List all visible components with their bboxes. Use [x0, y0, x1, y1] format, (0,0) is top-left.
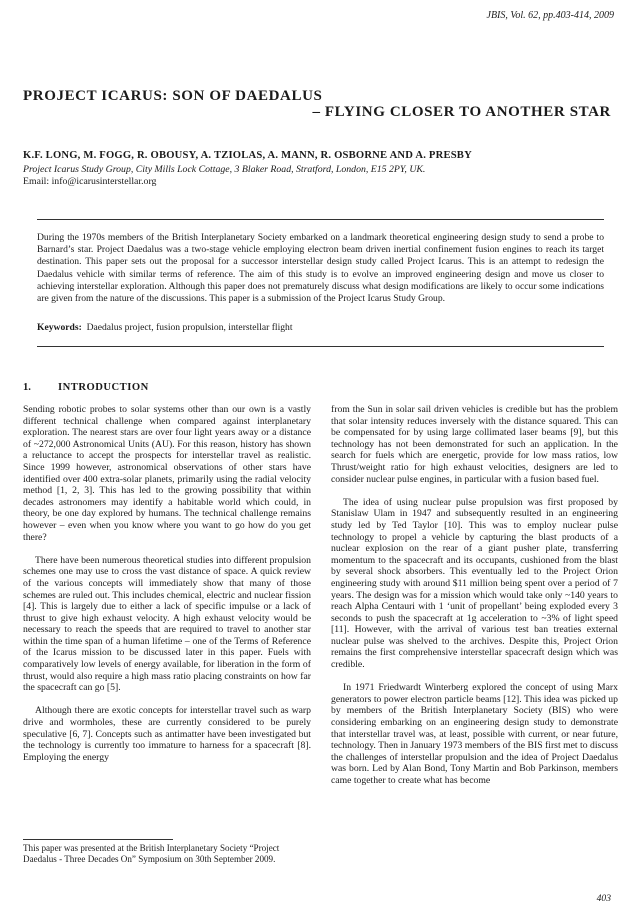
author-list: K.F. LONG, M. FOGG, R. OBOUSY, A. TZIOLAS, A. MANN, R. OSBORNE AND A. PRESBY	[23, 150, 472, 161]
paragraph: In 1971 Friedwardt Winterberg explored the concept of using Marx generators to power electron particle beams [12]. This idea was picked up by members of the British Interplanetary Society (BIS) who were considering embarking on an engineering design study to demonstrate that interstellar travel was, at least, possible with current, or near future, technology. Then in January 1973 members of the BIS first met to discuss the challenges of interstellar propulsion and the idea of Project Daedalus was born. Led by Alan Bond, Tony Martin and Bob Parkinson, members came together to create what has become	[331, 682, 618, 786]
paper-title-line-2: – FLYING CLOSER TO ANOTHER STAR	[312, 104, 611, 120]
footnote: This paper was presented at the British Interplanetary Society “Project Daedalus - Three Decades On” Symposium on 30th September 2009.	[23, 843, 280, 864]
left-column	[23, 404, 311, 775]
page-number: 403	[596, 893, 611, 904]
paragraph: Although there are exotic concepts for interstellar travel such as warp drive and wormholes, these are currently considered to be purely speculative [6, 7]. Concepts such as antimatter have been investigated but the technology is currently too immature to harness for a spacecraft [8]. Employing the energy	[23, 705, 311, 763]
abstract-bottom-rule	[37, 346, 604, 347]
section-title: INTRODUCTION	[58, 382, 149, 393]
paper-title-line-1: PROJECT ICARUS: SON OF DAEDALUS	[23, 88, 323, 104]
keywords	[37, 322, 604, 333]
journal-reference: JBIS, Vol. 62, pp.403-414, 2009	[486, 10, 614, 21]
paragraph: There have been numerous theoretical studies into different propulsion schemes one may use to cross the vast distance of space. A quick review of the various concepts will immediately show that many of those schemes are ruled out. This includes chemical, electric and nuclear fission [4]. This is largely due to either a lack of specific impulse or a lack of thrust to give high exhaust velocity. A high exhaust velocity would be necessary to reach the speeds that are required to travel to another star within the time span of a human lifetime – one of the Terms of Reference of the Icarus mission to be discussed later in this paper. Fuels with comparatively low levels of energy available, for liberation in the form of thrust, would also require a high mass ratio placing constraints on how far the spacecraft can go [5].	[23, 554, 311, 694]
abstract: During the 1970s members of the British Interplanetary Society embarked on a landmark theoretical engineering design study to send a probe to Barnard’s star. Project Daedalus was a two-stage vehicle employing electron beam driven inertial confinement fusion engines to reach its target destination. This paper sets out the proposal for a successor interstellar design study called Project Icarus. This is an attempt to redesign the Daedalus vehicle with similar terms of reference. The aim of this study is to evolve an improved engineering design and move us closer to achieving interstellar exploration. Although this paper does not prematurely discuss what design modifications are likely to occur some indications are given from the nature of the discussions. This paper is a submission of the Project Icarus Study Group.	[37, 232, 604, 305]
section-number: 1.	[23, 382, 31, 393]
affiliation: Project Icarus Study Group, City Mills Lock Cottage, 3 Blaker Road, Stratford, London, E15 2PY, UK.	[23, 164, 426, 175]
paragraph: The idea of using nuclear pulse propulsion was first proposed by Stanislaw Ulam in 1947 and subsequently resulted in an engineering study led by Ted Taylor [10]. This was to employ nuclear pulse technology to propel a vehicle by capturing the blast products of a nuclear explosion on the rear of a giant pusher plate, transferring momentum to the spacecraft and its occupants, cushioned from the blast by several shock absorbers. This eventually led to the Project Orion engineering study with around $11 million being spent over a period of 7 years. The design was for a mission which would take only ~140 years to reach Alpha Centauri with 1 ‘unit of propellant’ being exploded every 3 seconds to push the spacecraft at 1g acceleration to ~3% of light speed [11]. However, with the arrival of various test ban treaties external nuclear pulse was shelved to the archives. Despite this, Project Orion remains the first comprehensive interstellar spacecraft design which was credible.	[331, 496, 618, 671]
contact-email: Email: info@icarusinterstellar.org	[23, 176, 157, 187]
abstract-top-rule	[37, 219, 604, 220]
paragraph: Sending robotic probes to solar systems other than our own is a vastly different technical challenge when compared against interplanetary exploration. The nearest stars are over four light years away or a distance of ~272,000 Astronomical Units (AU). For this reason, history has shown a reluctance to accept the prospects for interstellar travel as realistic. Since 1999 however, astronomical observations of other stars have identified over 400 extra-solar planets, primarily using the radial velocity method [1, 2, 3]. This has led to the growing possibility that within decades astronomers may identify a habitable world which could, in theory, be one day explored by humans. The technical challenge remains however – even when you know where you want to go how do you get there?	[23, 404, 311, 543]
right-column	[331, 404, 618, 798]
footnote-rule	[23, 839, 173, 840]
keywords-label: Keywords:	[37, 322, 82, 333]
paragraph: from the Sun in solar sail driven vehicles is credible but has the problem that solar intensity reduces inversely with the distance squared. This can be compensated for by using large collimated laser beams [9], but this technology has not been demonstrated for such an application. In the search for fuels which are energetic, provide for low mass ratios, low Thrust/weight ratio for high exhaust velocities, designers are led to consider nuclear pulse engines, in particular with a fusion based fuel.	[331, 404, 618, 485]
keywords-text: Daedalus project, fusion propulsion, interstellar flight	[86, 322, 293, 333]
